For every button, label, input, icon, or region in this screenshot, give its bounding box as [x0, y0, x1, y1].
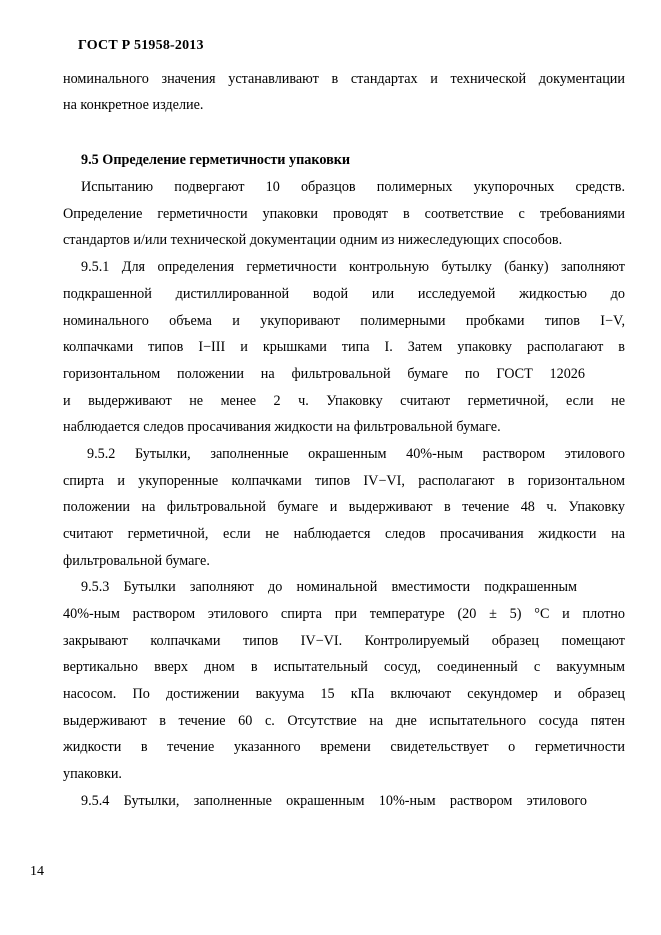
text-line: подкрашенной дистиллированной водой или исследуемой жидкостью до	[63, 286, 625, 302]
text-line: фильтровальной бумаге.	[63, 553, 210, 569]
text-line: и выдерживают не менее 2 ч. Упаковку считают герметичной, если не	[63, 393, 625, 409]
text-line: упаковки.	[63, 766, 122, 782]
text-line: наблюдается следов просачивания жидкости на фильтровальной бумаге.	[63, 419, 501, 435]
text-line: стандартов и/или технической документации одним из нижеследующих способов.	[63, 232, 563, 248]
text-line: положении на фильтровальной бумаге и выдерживают в течение 48 ч. Упаковку	[63, 499, 625, 515]
text-line: колпачками типов I−III и крышками типа I. Затем упаковку располагают в	[63, 339, 625, 355]
text-line: номинального объема и укупоривают полимерными пробками типов I−V,	[63, 313, 625, 329]
text-line: вертикально вверх дном в испытательный сосуд, соединенный с вакуумным	[63, 659, 625, 675]
document-header: ГОСТ Р 51958-2013	[78, 38, 204, 53]
text-line: горизонтальном положении на фильтровальной бумаге по ГОСТ 12026	[63, 366, 585, 382]
text-line: 9.5.1 Для определения герметичности контрольную бутылку (банку) заполняют	[81, 259, 625, 275]
text-line: выдерживают в течение 60 с. Отсутствие на дне испытательного сосуда пятен	[63, 713, 625, 729]
text-line: на конкретное изделие.	[63, 97, 204, 113]
text-line: жидкости в течение указанного времени свидетельствует о герметичности	[63, 739, 625, 755]
text-line: 9.5.4 Бутылки, заполненные окрашенным 10%-ным раствором этилового	[81, 793, 587, 809]
page-number: 14	[30, 864, 44, 879]
text-line: спирта и укупоренные колпачками типов IV−VI, располагают в горизонтальном	[63, 473, 625, 489]
text-line: номинального значения устанавливают в стандартах и технической документации	[63, 71, 625, 87]
text-line: Определение герметичности упаковки проводят в соответствие с требованиями	[63, 206, 625, 222]
text-line: 40%-ным раствором этилового спирта при температуре (20 ± 5) °С и плотно	[63, 606, 625, 622]
text-line: 9.5.2 Бутылки, заполненные окрашенным 40%-ным раствором этилового	[87, 446, 625, 462]
text-line: насосом. По достижении вакуума 15 кПа включают секундомер и образец	[63, 686, 625, 702]
text-line: 9.5.3 Бутылки заполняют до номинальной вместимости подкрашенным	[81, 579, 577, 595]
text-line: считают герметичной, если не наблюдается следов просачивания жидкости на	[63, 526, 625, 542]
text-line: закрывают колпачками типов IV−VI. Контролируемый образец помещают	[63, 633, 625, 649]
section-heading: 9.5 Определение герметичности упаковки	[81, 152, 351, 168]
text-line: Испытанию подвергают 10 образцов полимерных укупорочных средств.	[81, 179, 625, 195]
